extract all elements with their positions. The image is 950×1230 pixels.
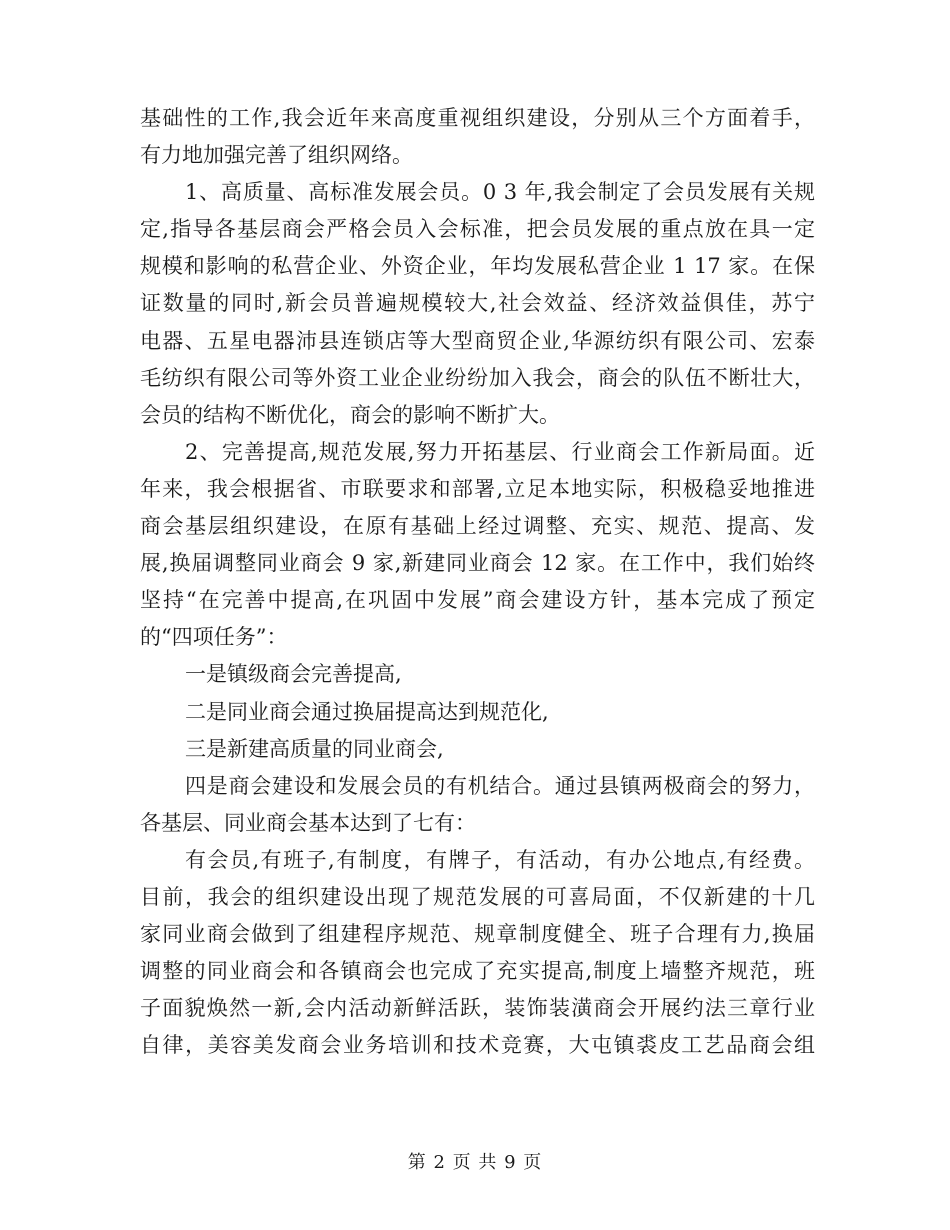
list-item-line: 四是商会建设和发展会员的有机结合。通过县镇两极商会的努力，: [185, 773, 815, 798]
list-item-line: 一是镇级商会完善提高,: [185, 662, 402, 687]
text-line: 展,换届调整同业商会 9 家,新建同业商会 12 家。在工作中，我们始终: [140, 551, 815, 576]
list-item-line: 三是新建高质量的同业商会,: [185, 736, 444, 761]
text-line: 证数量的同时,新会员普遍规模较大,社会效益、经济效益俱佳，苏宁: [140, 291, 815, 316]
text-line: 电器、五星电器沛县连锁店等大型商贸企业,华源纺织有限公司、宏泰: [140, 328, 815, 353]
text-line: 规模和影响的私营企业、外资企业，年均发展私营企业 1 17 家。在保: [140, 254, 815, 279]
text-line: 的“四项任务”：: [140, 625, 288, 650]
text-line: 家同业商会做到了组建程序规范、规章制度健全、班子合理有力,换届: [140, 922, 815, 947]
list-item-line: 二是同业商会通过换届提高达到规范化,: [185, 699, 549, 724]
document-body: [140, 100, 815, 1064]
paragraph-start-line: 1、高质量、高标准发展会员。0 3 年,我会制定了会员发展有关规: [185, 180, 815, 205]
page-number-footer: 第 2 页 共 9 页: [407, 1152, 543, 1173]
text-line: 有力地加强完善了组织网络。: [140, 143, 413, 168]
text-line: 各基层、同业商会基本达到了七有：: [140, 810, 476, 835]
text-line: 自律，美容美发商会业务培训和技术竞赛，大屯镇裘皮工艺品商会组: [140, 1033, 815, 1058]
text-line: 坚持“在完善中提高,在巩固中发展”商会建设方针，基本完成了预定: [140, 588, 815, 613]
text-line: 目前，我会的组织建设出现了规范发展的可喜局面，不仅新建的十几: [140, 884, 815, 909]
paragraph-start-line: 有会员,有班子,有制度，有牌子，有活动，有办公地点,有经费。: [185, 847, 815, 872]
text-line: 商会基层组织建设，在原有基础上经过调整、充实、规范、提高、发: [140, 514, 815, 539]
text-line: 调整的同业商会和各镇商会也完成了充实提高,制度上墙整齐规范，班: [140, 959, 815, 984]
paragraph-start-line: 2、完善提高,规范发展,努力开拓基层、行业商会工作新局面。近: [185, 439, 815, 464]
text-line: 定,指导各基层商会严格会员入会标准，把会员发展的重点放在具一定: [140, 217, 815, 242]
text-line: 基础性的工作,我会近年来高度重视组织建设，分别从三个方面着手，: [140, 106, 815, 130]
text-line: 子面貌焕然一新,会内活动新鲜活跃，装饰装潢商会开展约法三章行业: [140, 996, 815, 1021]
text-line: 年来，我会根据省、市联要求和部署,立足本地实际，积极稳妥地推进: [140, 476, 815, 501]
text-line: 会员的结构不断优化，商会的影响不断扩大。: [140, 402, 560, 427]
text-line: 毛纺织有限公司等外资工业企业纷纷加入我会，商会的队伍不断壮大，: [140, 365, 815, 390]
